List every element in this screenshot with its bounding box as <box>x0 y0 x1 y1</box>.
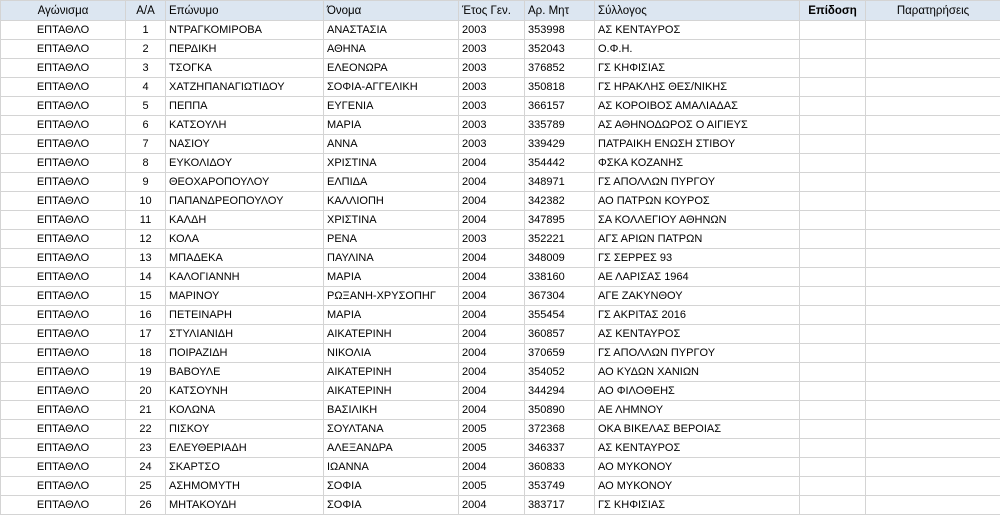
table-row[interactable] <box>1 135 1000 154</box>
cell-year[interactable]: 2005 <box>459 477 525 496</box>
cell-club[interactable]: ΓΣ ΚΗΦΙΣΙΑΣ <box>595 496 800 515</box>
cell-name[interactable]: ΣΟΦΙΑ <box>324 496 459 515</box>
cell-reg[interactable]: 354052 <box>525 363 595 382</box>
cell-name[interactable]: ΚΑΛΛΙΟΠΗ <box>324 192 459 211</box>
cell-club[interactable]: Ο.Φ.Η. <box>595 40 800 59</box>
cell-club[interactable]: ΑΣ ΚΕΝΤΑΥΡΟΣ <box>595 325 800 344</box>
cell-surname[interactable]: ΠΟΙΡΑΖΙΔΗ <box>166 344 324 363</box>
cell-club[interactable]: ΓΣ ΗΡΑΚΛΗΣ ΘΕΣ/ΝΙΚΗΣ <box>595 78 800 97</box>
cell-event[interactable]: ΕΠΤΑΘΛΟ <box>1 116 126 135</box>
cell-year[interactable]: 2004 <box>459 192 525 211</box>
table-row[interactable] <box>1 477 1000 496</box>
cell-year[interactable]: 2003 <box>459 97 525 116</box>
cell-event[interactable]: ΕΠΤΑΘΛΟ <box>1 173 126 192</box>
cell-club[interactable]: ΓΣ ΑΚΡΙΤΑΣ 2016 <box>595 306 800 325</box>
header-club[interactable]: Σύλλογος <box>595 1 800 21</box>
cell-notes[interactable] <box>866 59 1000 78</box>
cell-year[interactable]: 2004 <box>459 154 525 173</box>
table-row[interactable] <box>1 154 1000 173</box>
cell-reg[interactable]: 353998 <box>525 21 595 40</box>
header-year[interactable]: Έτος Γεν. <box>459 1 525 21</box>
cell-performance[interactable] <box>800 382 866 401</box>
cell-club[interactable]: ΑΟ ΦΙΛΟΘΕΗΣ <box>595 382 800 401</box>
cell-event[interactable]: ΕΠΤΑΘΛΟ <box>1 344 126 363</box>
cell-notes[interactable] <box>866 458 1000 477</box>
cell-year[interactable]: 2004 <box>459 268 525 287</box>
cell-surname[interactable]: ΠΕΡΔΙΚΗ <box>166 40 324 59</box>
cell-year[interactable]: 2003 <box>459 59 525 78</box>
cell-performance[interactable] <box>800 116 866 135</box>
cell-year[interactable]: 2003 <box>459 21 525 40</box>
cell-aa[interactable]: 1 <box>126 21 166 40</box>
cell-name[interactable]: ΜΑΡΙΑ <box>324 268 459 287</box>
cell-aa[interactable]: 9 <box>126 173 166 192</box>
cell-reg[interactable]: 360857 <box>525 325 595 344</box>
cell-surname[interactable]: ΤΣΟΓΚΑ <box>166 59 324 78</box>
cell-performance[interactable] <box>800 78 866 97</box>
cell-aa[interactable]: 8 <box>126 154 166 173</box>
cell-notes[interactable] <box>866 211 1000 230</box>
cell-performance[interactable] <box>800 458 866 477</box>
cell-aa[interactable]: 11 <box>126 211 166 230</box>
cell-surname[interactable]: ΚΑΛΔΗ <box>166 211 324 230</box>
cell-name[interactable]: ΜΑΡΙΑ <box>324 116 459 135</box>
cell-name[interactable]: ΣΟΦΙΑ-ΑΓΓΕΛΙΚΗ <box>324 78 459 97</box>
cell-event[interactable]: ΕΠΤΑΘΛΟ <box>1 325 126 344</box>
cell-club[interactable]: ΑΣ ΚΕΝΤΑΥΡΟΣ <box>595 439 800 458</box>
cell-notes[interactable] <box>866 268 1000 287</box>
cell-surname[interactable]: ΣΚΑΡΤΣΟ <box>166 458 324 477</box>
cell-aa[interactable]: 4 <box>126 78 166 97</box>
cell-event[interactable]: ΕΠΤΑΘΛΟ <box>1 135 126 154</box>
table-row[interactable] <box>1 325 1000 344</box>
cell-surname[interactable]: ΕΥΚΟΛΙΔΟΥ <box>166 154 324 173</box>
cell-aa[interactable]: 18 <box>126 344 166 363</box>
header-reg[interactable]: Αρ. Μητ <box>525 1 595 21</box>
cell-notes[interactable] <box>866 192 1000 211</box>
cell-name[interactable]: ΑΛΕΞΑΝΔΡΑ <box>324 439 459 458</box>
table-row[interactable] <box>1 78 1000 97</box>
header-event[interactable]: Αγώνισμα <box>1 1 126 21</box>
cell-performance[interactable] <box>800 173 866 192</box>
cell-aa[interactable]: 2 <box>126 40 166 59</box>
cell-event[interactable]: ΕΠΤΑΘΛΟ <box>1 439 126 458</box>
cell-year[interactable]: 2004 <box>459 401 525 420</box>
cell-notes[interactable] <box>866 363 1000 382</box>
cell-year[interactable]: 2003 <box>459 230 525 249</box>
header-notes[interactable]: Παρατηρήσεις <box>866 1 1000 21</box>
cell-surname[interactable]: ΧΑΤΖΗΠΑΝΑΓΙΩΤΙΔΟΥ <box>166 78 324 97</box>
cell-name[interactable]: ΜΑΡΙΑ <box>324 306 459 325</box>
cell-name[interactable]: ΕΛΕΟΝΩΡΑ <box>324 59 459 78</box>
cell-year[interactable]: 2005 <box>459 420 525 439</box>
table-row[interactable] <box>1 230 1000 249</box>
cell-performance[interactable] <box>800 344 866 363</box>
cell-year[interactable]: 2004 <box>459 173 525 192</box>
table-row[interactable] <box>1 21 1000 40</box>
cell-aa[interactable]: 5 <box>126 97 166 116</box>
cell-name[interactable]: ΑΘΗΝΑ <box>324 40 459 59</box>
cell-name[interactable]: ΑΙΚΑΤΕΡΙΝΗ <box>324 363 459 382</box>
cell-reg[interactable]: 350890 <box>525 401 595 420</box>
cell-notes[interactable] <box>866 382 1000 401</box>
cell-surname[interactable]: ΜΑΡΙΝΟΥ <box>166 287 324 306</box>
cell-notes[interactable] <box>866 230 1000 249</box>
cell-reg[interactable]: 383717 <box>525 496 595 515</box>
cell-performance[interactable] <box>800 249 866 268</box>
cell-notes[interactable] <box>866 97 1000 116</box>
cell-notes[interactable] <box>866 287 1000 306</box>
cell-club[interactable]: ΑΟ ΜΥΚΟΝΟΥ <box>595 477 800 496</box>
cell-event[interactable]: ΕΠΤΑΘΛΟ <box>1 401 126 420</box>
cell-aa[interactable]: 7 <box>126 135 166 154</box>
cell-event[interactable]: ΕΠΤΑΘΛΟ <box>1 268 126 287</box>
cell-name[interactable]: ΡΕΝΑ <box>324 230 459 249</box>
cell-name[interactable]: ΧΡΙΣΤΙΝΑ <box>324 211 459 230</box>
cell-club[interactable]: ΑΣ ΚΟΡΟΙΒΟΣ ΑΜΑΛΙΑΔΑΣ <box>595 97 800 116</box>
cell-aa[interactable]: 10 <box>126 192 166 211</box>
cell-event[interactable]: ΕΠΤΑΘΛΟ <box>1 97 126 116</box>
cell-event[interactable]: ΕΠΤΑΘΛΟ <box>1 59 126 78</box>
cell-reg[interactable]: 370659 <box>525 344 595 363</box>
cell-notes[interactable] <box>866 40 1000 59</box>
cell-reg[interactable]: 348009 <box>525 249 595 268</box>
cell-surname[interactable]: ΒΑΒΟΥΛΕ <box>166 363 324 382</box>
cell-performance[interactable] <box>800 401 866 420</box>
cell-year[interactable]: 2004 <box>459 382 525 401</box>
cell-performance[interactable] <box>800 439 866 458</box>
cell-year[interactable]: 2005 <box>459 439 525 458</box>
table-row[interactable] <box>1 249 1000 268</box>
cell-reg[interactable]: 360833 <box>525 458 595 477</box>
table-row[interactable] <box>1 439 1000 458</box>
cell-notes[interactable] <box>866 154 1000 173</box>
cell-aa[interactable]: 16 <box>126 306 166 325</box>
cell-reg[interactable]: 372368 <box>525 420 595 439</box>
cell-event[interactable]: ΕΠΤΑΘΛΟ <box>1 363 126 382</box>
cell-surname[interactable]: ΕΛΕΥΘΕΡΙΑΔΗ <box>166 439 324 458</box>
cell-surname[interactable]: ΚΑΛΟΓΙΑΝΝΗ <box>166 268 324 287</box>
cell-name[interactable]: ΑΙΚΑΤΕΡΙΝΗ <box>324 325 459 344</box>
cell-event[interactable]: ΕΠΤΑΘΛΟ <box>1 496 126 515</box>
cell-performance[interactable] <box>800 40 866 59</box>
cell-event[interactable]: ΕΠΤΑΘΛΟ <box>1 287 126 306</box>
cell-aa[interactable]: 12 <box>126 230 166 249</box>
cell-year[interactable]: 2004 <box>459 458 525 477</box>
cell-reg[interactable]: 335789 <box>525 116 595 135</box>
cell-club[interactable]: ΟΚΑ ΒΙΚΕΛΑΣ ΒΕΡΟΙΑΣ <box>595 420 800 439</box>
table-body <box>1 21 1000 515</box>
cell-aa[interactable]: 15 <box>126 287 166 306</box>
cell-performance[interactable] <box>800 306 866 325</box>
cell-club[interactable]: ΑΟ ΜΥΚΟΝΟΥ <box>595 458 800 477</box>
cell-name[interactable]: ΑΝΝΑ <box>324 135 459 154</box>
cell-name[interactable]: ΒΑΣΙΛΙΚΗ <box>324 401 459 420</box>
cell-performance[interactable] <box>800 192 866 211</box>
cell-club[interactable]: ΦΣΚΑ ΚΟΖΑΝΗΣ <box>595 154 800 173</box>
cell-club[interactable]: ΑΣ ΑΘΗΝΟΔΩΡΟΣ Ο ΑΙΓΙΕΥΣ <box>595 116 800 135</box>
cell-club[interactable]: ΑΕ ΛΗΜΝΟΥ <box>595 401 800 420</box>
cell-surname[interactable]: ΘΕΟΧΑΡΟΠΟΥΛΟΥ <box>166 173 324 192</box>
table-row[interactable] <box>1 211 1000 230</box>
cell-surname[interactable]: ΚΑΤΣΟΥΝΗ <box>166 382 324 401</box>
cell-performance[interactable] <box>800 496 866 515</box>
cell-surname[interactable]: ΚΑΤΣΟΥΛΗ <box>166 116 324 135</box>
cell-club[interactable]: ΓΣ ΑΠΟΛΛΩΝ ΠΥΡΓΟΥ <box>595 173 800 192</box>
cell-year[interactable]: 2004 <box>459 496 525 515</box>
table-header <box>1 1 1000 21</box>
cell-year[interactable]: 2004 <box>459 325 525 344</box>
cell-year[interactable]: 2004 <box>459 249 525 268</box>
cell-aa[interactable]: 20 <box>126 382 166 401</box>
cell-reg[interactable]: 350818 <box>525 78 595 97</box>
cell-performance[interactable] <box>800 97 866 116</box>
cell-event[interactable]: ΕΠΤΑΘΛΟ <box>1 192 126 211</box>
table-row[interactable] <box>1 40 1000 59</box>
cell-performance[interactable] <box>800 420 866 439</box>
cell-club[interactable]: ΑΟ ΠΑΤΡΩΝ ΚΟΥΡΟΣ <box>595 192 800 211</box>
cell-aa[interactable]: 23 <box>126 439 166 458</box>
cell-event[interactable]: ΕΠΤΑΘΛΟ <box>1 211 126 230</box>
cell-reg[interactable]: 366157 <box>525 97 595 116</box>
cell-year[interactable]: 2003 <box>459 40 525 59</box>
cell-reg[interactable]: 346337 <box>525 439 595 458</box>
cell-event[interactable]: ΕΠΤΑΘΛΟ <box>1 154 126 173</box>
cell-notes[interactable] <box>866 249 1000 268</box>
cell-reg[interactable]: 367304 <box>525 287 595 306</box>
table-row[interactable] <box>1 173 1000 192</box>
cell-notes[interactable] <box>866 306 1000 325</box>
cell-aa[interactable]: 26 <box>126 496 166 515</box>
table-row[interactable] <box>1 382 1000 401</box>
cell-performance[interactable] <box>800 325 866 344</box>
cell-notes[interactable] <box>866 173 1000 192</box>
cell-name[interactable]: ΣΟΦΙΑ <box>324 477 459 496</box>
cell-notes[interactable] <box>866 439 1000 458</box>
cell-name[interactable]: ΣΟΥΛΤΑΝΑ <box>324 420 459 439</box>
cell-name[interactable]: ΑΝΑΣΤΑΣΙΑ <box>324 21 459 40</box>
cell-name[interactable]: ΧΡΙΣΤΙΝΑ <box>324 154 459 173</box>
cell-club[interactable]: ΓΣ ΣΕΡΡΕΣ 93 <box>595 249 800 268</box>
cell-surname[interactable]: ΚΟΛΑ <box>166 230 324 249</box>
cell-performance[interactable] <box>800 287 866 306</box>
table-row[interactable] <box>1 192 1000 211</box>
cell-notes[interactable] <box>866 344 1000 363</box>
header-aa[interactable]: Α/Α <box>126 1 166 21</box>
cell-club[interactable]: ΑΟ ΚΥΔΩΝ ΧΑΝΙΩΝ <box>595 363 800 382</box>
cell-reg[interactable]: 339429 <box>525 135 595 154</box>
cell-name[interactable]: ΕΛΠΙΔΑ <box>324 173 459 192</box>
cell-performance[interactable] <box>800 59 866 78</box>
cell-name[interactable]: ΕΥΓΕΝΙΑ <box>324 97 459 116</box>
cell-performance[interactable] <box>800 268 866 287</box>
cell-club[interactable]: ΠΑΤΡΑΙΚΗ ΕΝΩΣΗ ΣΤΙΒΟΥ <box>595 135 800 154</box>
table-row[interactable] <box>1 363 1000 382</box>
cell-notes[interactable] <box>866 325 1000 344</box>
cell-year[interactable]: 2003 <box>459 135 525 154</box>
table-row[interactable] <box>1 116 1000 135</box>
cell-performance[interactable] <box>800 230 866 249</box>
cell-aa[interactable]: 13 <box>126 249 166 268</box>
cell-year[interactable]: 2004 <box>459 344 525 363</box>
table-row[interactable] <box>1 458 1000 477</box>
cell-reg[interactable]: 352221 <box>525 230 595 249</box>
cell-event[interactable]: ΕΠΤΑΘΛΟ <box>1 477 126 496</box>
cell-reg[interactable]: 376852 <box>525 59 595 78</box>
header-performance[interactable]: Επίδοση <box>800 1 866 21</box>
cell-surname[interactable]: ΠΕΠΠΑ <box>166 97 324 116</box>
header-surname[interactable]: Επώνυμο <box>166 1 324 21</box>
cell-surname[interactable]: ΜΠΑΔΕΚΑ <box>166 249 324 268</box>
cell-performance[interactable] <box>800 135 866 154</box>
cell-year[interactable]: 2004 <box>459 363 525 382</box>
cell-reg[interactable]: 348971 <box>525 173 595 192</box>
cell-club[interactable]: ΑΕ ΛΑΡΙΣΑΣ 1964 <box>595 268 800 287</box>
cell-aa[interactable]: 6 <box>126 116 166 135</box>
cell-year[interactable]: 2004 <box>459 287 525 306</box>
cell-aa[interactable]: 14 <box>126 268 166 287</box>
cell-notes[interactable] <box>866 401 1000 420</box>
cell-aa[interactable]: 25 <box>126 477 166 496</box>
cell-name[interactable]: ΠΑΥΛΙΝΑ <box>324 249 459 268</box>
table-row[interactable] <box>1 287 1000 306</box>
table-row[interactable] <box>1 344 1000 363</box>
cell-name[interactable]: ΙΩΑΝΝΑ <box>324 458 459 477</box>
cell-club[interactable]: ΑΓΕ ΖΑΚΥΝΘΟΥ <box>595 287 800 306</box>
cell-name[interactable]: ΝΙΚΟΛΙΑ <box>324 344 459 363</box>
cell-club[interactable]: ΓΣ ΚΗΦΙΣΙΑΣ <box>595 59 800 78</box>
cell-year[interactable]: 2004 <box>459 211 525 230</box>
cell-reg[interactable]: 344294 <box>525 382 595 401</box>
cell-surname[interactable]: ΠΙΣΚΟΥ <box>166 420 324 439</box>
cell-performance[interactable] <box>800 363 866 382</box>
cell-surname[interactable]: ΝΑΣΙΟΥ <box>166 135 324 154</box>
cell-name[interactable]: ΡΩΞΑΝΗ-ΧΡΥΣΟΠΗΓ <box>324 287 459 306</box>
cell-event[interactable]: ΕΠΤΑΘΛΟ <box>1 230 126 249</box>
table-row[interactable] <box>1 420 1000 439</box>
cell-reg[interactable]: 354442 <box>525 154 595 173</box>
cell-aa[interactable]: 19 <box>126 363 166 382</box>
cell-performance[interactable] <box>800 211 866 230</box>
cell-notes[interactable] <box>866 496 1000 515</box>
cell-club[interactable]: ΑΣ ΚΕΝΤΑΥΡΟΣ <box>595 21 800 40</box>
cell-performance[interactable] <box>800 21 866 40</box>
cell-surname[interactable]: ΣΤΥΛΙΑΝΙΔΗ <box>166 325 324 344</box>
cell-event[interactable]: ΕΠΤΑΘΛΟ <box>1 458 126 477</box>
cell-surname[interactable]: ΑΣΗΜΟΜΥΤΗ <box>166 477 324 496</box>
cell-notes[interactable] <box>866 420 1000 439</box>
cell-event[interactable]: ΕΠΤΑΘΛΟ <box>1 78 126 97</box>
header-row <box>1 1 1000 21</box>
cell-year[interactable]: 2003 <box>459 78 525 97</box>
table-row[interactable] <box>1 268 1000 287</box>
table-row[interactable] <box>1 496 1000 515</box>
cell-notes[interactable] <box>866 116 1000 135</box>
cell-event[interactable]: ΕΠΤΑΘΛΟ <box>1 249 126 268</box>
cell-event[interactable]: ΕΠΤΑΘΛΟ <box>1 306 126 325</box>
table-row[interactable] <box>1 97 1000 116</box>
cell-surname[interactable]: ΠΕΤΕΙΝΑΡΗ <box>166 306 324 325</box>
cell-club[interactable]: ΓΣ ΑΠΟΛΛΩΝ ΠΥΡΓΟΥ <box>595 344 800 363</box>
table-row[interactable] <box>1 306 1000 325</box>
table-row[interactable] <box>1 401 1000 420</box>
cell-event[interactable]: ΕΠΤΑΘΛΟ <box>1 420 126 439</box>
table-row[interactable] <box>1 59 1000 78</box>
cell-aa[interactable]: 17 <box>126 325 166 344</box>
cell-surname[interactable]: ΜΗΤΑΚΟΥΔΗ <box>166 496 324 515</box>
cell-reg[interactable]: 355454 <box>525 306 595 325</box>
cell-reg[interactable]: 347895 <box>525 211 595 230</box>
cell-surname[interactable]: ΚΟΛΩΝΑ <box>166 401 324 420</box>
header-name[interactable]: Όνομα <box>324 1 459 21</box>
cell-performance[interactable] <box>800 154 866 173</box>
cell-aa[interactable]: 22 <box>126 420 166 439</box>
cell-event[interactable]: ΕΠΤΑΘΛΟ <box>1 40 126 59</box>
cell-reg[interactable]: 338160 <box>525 268 595 287</box>
cell-surname[interactable]: ΝΤΡΑΓΚΟΜΙΡΟΒΑ <box>166 21 324 40</box>
cell-performance[interactable] <box>800 477 866 496</box>
cell-event[interactable]: ΕΠΤΑΘΛΟ <box>1 382 126 401</box>
cell-club[interactable]: ΑΓΣ ΑΡΙΩΝ ΠΑΤΡΩΝ <box>595 230 800 249</box>
cell-reg[interactable]: 352043 <box>525 40 595 59</box>
cell-aa[interactable]: 21 <box>126 401 166 420</box>
cell-event[interactable]: ΕΠΤΑΘΛΟ <box>1 21 126 40</box>
cell-reg[interactable]: 342382 <box>525 192 595 211</box>
cell-club[interactable]: ΣΑ ΚΟΛΛΕΓΙΟΥ ΑΘΗΝΩΝ <box>595 211 800 230</box>
cell-name[interactable]: ΑΙΚΑΤΕΡΙΝΗ <box>324 382 459 401</box>
cell-aa[interactable]: 3 <box>126 59 166 78</box>
cell-surname[interactable]: ΠΑΠΑΝΔΡΕΟΠΟΥΛΟΥ <box>166 192 324 211</box>
cell-notes[interactable] <box>866 135 1000 154</box>
cell-year[interactable]: 2003 <box>459 116 525 135</box>
cell-notes[interactable] <box>866 477 1000 496</box>
cell-aa[interactable]: 24 <box>126 458 166 477</box>
cell-notes[interactable] <box>866 21 1000 40</box>
cell-reg[interactable]: 353749 <box>525 477 595 496</box>
cell-notes[interactable] <box>866 78 1000 97</box>
cell-year[interactable]: 2004 <box>459 306 525 325</box>
